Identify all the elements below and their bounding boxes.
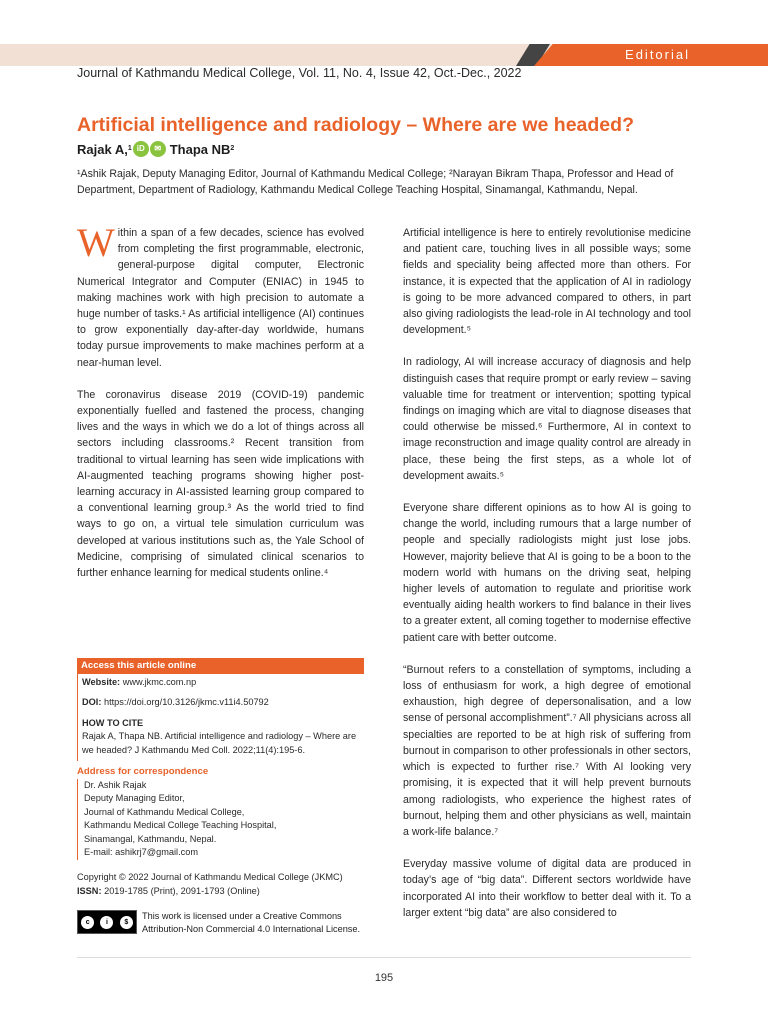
address-line: Sinamangal, Kathmandu, Nepal. [84,833,217,844]
drop-cap: W [77,220,115,265]
access-heading: Access this article online [77,658,364,674]
issn-value: 2019-1785 (Print), 2091-1793 (Online) [104,886,260,896]
doi-label: DOI: [82,697,102,707]
address-line: Kathmandu Medical College Teaching Hospital, [84,820,277,830]
issn-label: ISSN: [77,886,102,896]
website-link[interactable]: www.jkmc.com.np [122,676,197,687]
email-address[interactable]: E-mail: ashikrj7@gmail.com [84,847,198,857]
access-body [77,674,364,762]
correspondence-heading: Address for correspondence [77,766,209,777]
footer-divider [77,957,691,958]
paragraph: “Burnout refers to a constellation of symptoms, including a loss of enthusiasm for work, a high degree of emotional exhaustion, high degree of depersonalisation, and a low sense of personal accomplishment”.⁷ All physicians across all specialties are reported to be at high risk of suffering from burnout in comparison to other professionals in other sectors, which is expected to further rise.⁷ With AI looking very promising, it is expected that it will help prevent burnouts among radiologists, who experience the highest rates of burnout, helping them and other physicians as well, maintain a work-life balance.⁷ [403,663,691,838]
doi-link[interactable]: https://doi.org/10.3126/jkmc.v11i4.50792 [103,697,269,707]
left-column [77,220,364,597]
author-1: Rajak A, [77,141,128,157]
paragraph: In radiology, AI will increase accuracy of diagnosis and help distinguish cases that require prompt or early review – saving valuable time for treatment or intervention; spotting typical findings on imaging which are vital to diagnose diseases that could otherwise be missed.⁶ Furthermore, AI in context to image reconstruction and image quality control are already in place, these being the first steps, as a whole lot of development awaits.⁵ [403,356,691,482]
license-text: This work is licensed under a Creative Commons Attribution-Non Commercial 4.0 International License. [142,911,361,934]
license-block [77,910,367,935]
address-line: Journal of Kathmandu Medical College, [84,806,245,817]
page-number: 195 [374,972,394,984]
website-label: Website: [82,676,121,687]
copyright-text: Copyright © 2022 Journal of Kathmandu Medical College (JKMC) [77,872,343,882]
section-label: Editorial [625,47,690,62]
journal-citation: Journal of Kathmandu Medical College, Vol. 11, No. 4, Issue 42, Oct.-Dec., 2022 [77,66,522,80]
affiliations: ¹Ashik Rajak, Deputy Managing Editor, Journal of Kathmandu Medical College; ²Narayan Bikram Thapa, Professor and Head of Department, Department of Radiology, Kathmandu Medical College Teaching Hospital, Sinamangal, Kathmandu, Nepal. [77,168,674,196]
paragraph-text: ithin a span of a few decades, science has evolved from completing the first programmable, electronic, general-purpose digital computer, Electronic Numerical Integrator and Computer (ENIAC) in 1945 to making machines work with high precision to automate a huge number of tasks.¹ As artificial intelligence (AI) continues to grow exponentially day-after-day worldwide, humans today pursue improvements to make machines perform at a near-human level. [77,227,364,369]
email-icon[interactable]: ✉ [150,141,166,157]
cite-text: Rajak A, Thapa NB. Artificial intelligence and radiology – Where are we headed? J Kathmandu Med Coll. 2022;11(4):195-6. [82,731,357,755]
right-column [403,225,691,937]
paragraph [77,220,364,371]
article-info-box [77,658,364,860]
creative-commons-icon[interactable]: c i $ [77,910,137,934]
paragraph: The coronavirus disease 2019 (COVID-19) pandemic exponentially fuelled and fastened the process, changing lives and the ways in which we do a lot of things across all sectors including classrooms.² Recent transition from traditional to virtual learning has seen wide implications with AI-augmented teaching programs showing higher post-learning accuracy in AI-assisted learning group compared to a conventional learning group.³ As the world tried to find ways to go on, a virtual tele simulation curriculum was developed at various institutions such as, the Yale School of Medicine, comprising of simulated clinical scenarios to further enhance learning for medical students online.⁴ [77,388,364,580]
paragraph: Everyone share different opinions as to how AI is going to change the world, including rumours that a large number of people and specially radiologists might just lose jobs. However, majority believe that AI is going to be a boon to the modern world with humans on the driving seat, helping higher levels of automation to regulate and prioritise work eventually aiding health workers to find balance in their lives to a greater extent, all coming together to modernise effective patient care with better outcome. [403,502,691,644]
article-title: Artificial intelligence and radiology – Where are we headed? [77,114,634,136]
orcid-icon[interactable]: iD [133,141,149,157]
copyright-block [77,870,367,898]
address-line: Dr. Ashik Rajak [84,779,147,790]
author-2: Thapa NB [169,141,231,157]
author-line: Rajak A, 1 iD ✉ Thapa NB 2 [77,141,235,157]
cite-heading: HOW TO CITE [82,717,144,728]
address-line: Deputy Managing Editor, [84,793,185,803]
paragraph: Everyday massive volume of digital data are produced in today’s age of “big data”. Different sectors worldwide have incorporated AI into their workflow to better deal with it. To a larger extent “big data” are also considered to [403,858,691,919]
paragraph: Artificial intelligence is here to entirely revolutionise medicine and patient care, touching lives in all possible ways; some fields and speciality being affected more than others. For instance, it is expected that the application of AI in radiology is going to be more advanced compared to others, in part also giving radiologists the lead-role in AI technology and tool development.⁵ [403,227,691,337]
correspondence-address [77,779,364,860]
